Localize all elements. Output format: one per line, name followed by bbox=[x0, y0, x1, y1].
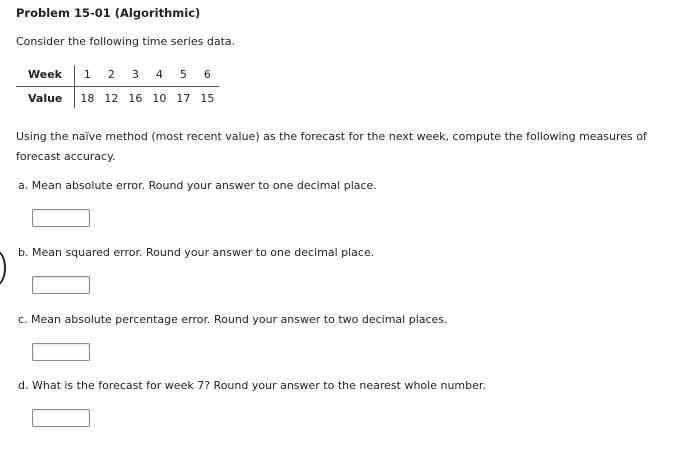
question-d: d. What is the forecast for week 7? Round your answer to the nearest whole number. bbox=[18, 379, 486, 392]
row-label-week: Week bbox=[16, 65, 75, 87]
week-cell: 2 bbox=[99, 65, 123, 87]
instruction-text: Using the naïve method (most recent value) as the forecast for the next week, compute the following measures of forecast accuracy. bbox=[16, 130, 647, 163]
answer-input-c[interactable] bbox=[32, 343, 90, 361]
problem-title: Problem 15-01 (Algorithmic) bbox=[16, 6, 201, 20]
time-series-table bbox=[16, 65, 219, 108]
week-cell: 4 bbox=[147, 65, 171, 87]
table-row-week bbox=[16, 65, 219, 87]
week-cell: 1 bbox=[75, 65, 100, 87]
week-cell: 5 bbox=[171, 65, 195, 87]
table-row-value bbox=[16, 87, 219, 109]
row-label-value: Value bbox=[16, 87, 75, 109]
value-cell: 16 bbox=[128, 92, 143, 105]
value-cell: 18 bbox=[80, 92, 95, 105]
side-arc-mark bbox=[0, 250, 6, 286]
value-cell: 15 bbox=[200, 92, 215, 105]
answer-input-d[interactable] bbox=[32, 409, 90, 427]
question-b: b. Mean squared error. Round your answer to one decimal place. bbox=[18, 246, 375, 259]
week-cell: 6 bbox=[195, 65, 219, 87]
week-cell: 3 bbox=[123, 65, 147, 87]
value-cell: 17 bbox=[176, 92, 191, 105]
question-c: c. Mean absolute percentage error. Round your answer to two decimal places. bbox=[18, 313, 448, 326]
answer-input-a[interactable] bbox=[32, 209, 90, 227]
value-cell: 12 bbox=[104, 92, 119, 105]
value-cell: 10 bbox=[152, 92, 167, 105]
problem-intro: Consider the following time series data. bbox=[16, 35, 236, 48]
question-a: a. Mean absolute error. Round your answer to one decimal place. bbox=[18, 179, 377, 192]
answer-input-b[interactable] bbox=[32, 276, 90, 294]
